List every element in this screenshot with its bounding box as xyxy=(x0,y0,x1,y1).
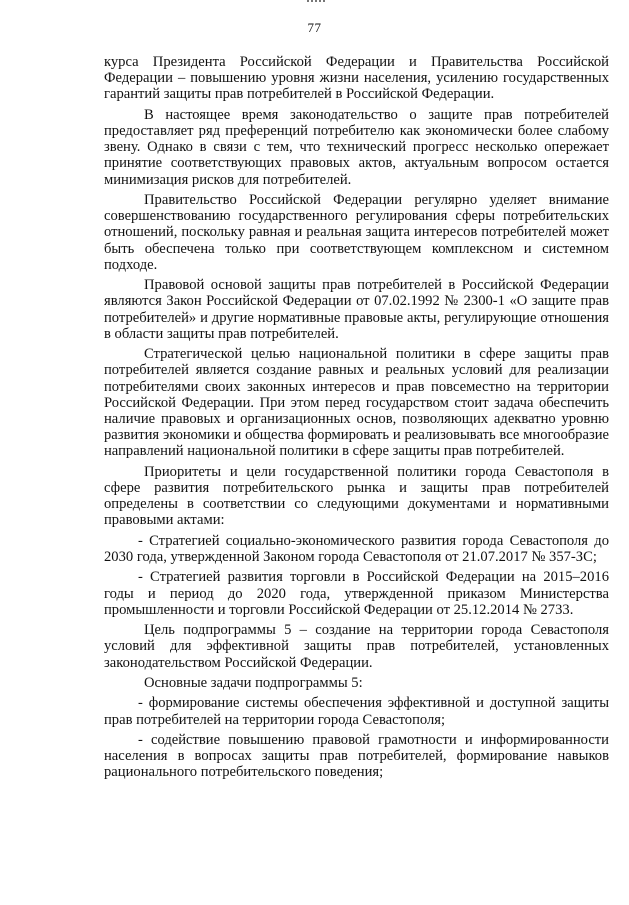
paragraph: курса Президента Российской Федерации и Правительства Российской Федерации – повышению уровня жизни населения, усилению государственных гарантий защиты прав потребителей в Российской Федерации. xyxy=(104,54,609,103)
document-body xyxy=(104,54,609,785)
scan-artifact xyxy=(307,0,325,5)
list-item: - Стратегией социально-экономического развития города Севастополя до 2030 года, утвержденной Законом города Севастополя от 21.07.2017 № 357-ЗС; xyxy=(104,532,609,566)
list-item: - Стратегией развития торговли в Российской Федерации на 2015–2016 годы и период до 2020 года, утвержденной приказом Министерства промышленности и торговли Российской Федерации от 25.12.2014 № 2733. xyxy=(104,569,609,618)
paragraph: Стратегической целью национальной политики в сфере защиты прав потребителей является создание равных и реальных условий для реализации потребителями своих законных интересов и прав повсеместно на территории Российской Федерации. При этом перед государством стоит задача обеспечить наличие правовых и организационных основ, позволяющих адекватно уровню развития экономики и общества формировать и реализовывать все многообразие направлений национальной политики в сфере защиты прав потребителей. xyxy=(104,346,609,460)
paragraph: Приоритеты и цели государственной политики города Севастополя в сфере развития потребительского рынка и защиты прав потребителей определены в соответствии со следующими документами и нормативными правовыми актами: xyxy=(104,463,609,529)
paragraph: Цель подпрограммы 5 – создание на территории города Севастополя условий для эффективной защиты прав потребителей, установленных законодательством Российской Федерации. xyxy=(104,622,609,671)
paragraph: В настоящее время законодательство о защите прав потребителей предоставляет ряд преференций потребителю как экономически более слабому звену. Однако в связи с тем, что технический прогресс несколько опережает принятие соответствующих правовых актов, актуальным вопросом остается минимизация рисков для потребителей. xyxy=(104,106,609,188)
list-item: - формирование системы обеспечения эффективной и доступной защиты прав потребителей на территории города Севастополя; xyxy=(104,695,609,728)
page-number: 77 xyxy=(307,20,322,35)
paragraph: Основные задачи подпрограммы 5: xyxy=(144,675,363,691)
paragraph: Правительство Российской Федерации регулярно уделяет внимание совершенствованию государственного регулирования сферы потребительских отношений, поскольку равная и реальная защита интересов потребителей может быть обеспечена только при соответствующем комплексном и системном подходе. xyxy=(104,192,609,273)
paragraph: Правовой основой защиты прав потребителей в Российской Федерации являются Закон Российской Федерации от 07.02.1992 № 2300-1 «О защите прав потребителей» и другие нормативные правовые акты, регулирующие отношения в области защиты прав потребителей. xyxy=(104,277,609,342)
list-item: - содействие повышению правовой грамотности и информированности населения в вопросах защиты прав потребителей, формирование навыков рационального потребительского поведения; xyxy=(104,731,609,781)
